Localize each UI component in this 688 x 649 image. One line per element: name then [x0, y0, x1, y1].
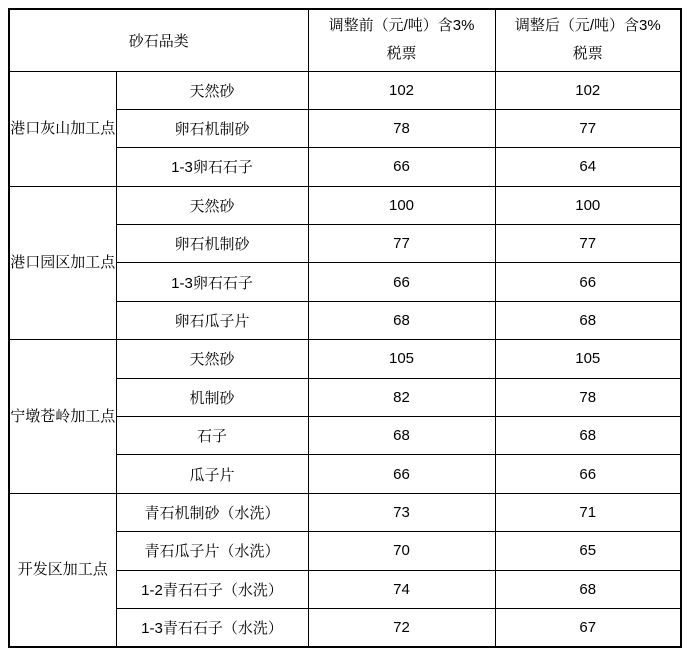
table-row [9, 340, 681, 378]
header-price-before-line1: 调整前（元/吨）含3% [328, 17, 475, 35]
cell-product: 卵石机制砂 [116, 225, 308, 263]
cell-price-after: 64 [495, 148, 681, 186]
cell-price-before: 72 [308, 608, 495, 646]
cell-price-after: 77 [495, 109, 681, 147]
cell-price-before: 102 [308, 71, 495, 109]
cell-price-after: 66 [495, 455, 681, 493]
cell-price-after: 71 [495, 493, 681, 531]
group-name-cell: 开发区加工点 [9, 493, 116, 647]
cell-price-after: 67 [495, 608, 681, 646]
cell-price-before: 100 [308, 186, 495, 224]
header-row [9, 9, 681, 71]
cell-price-before: 82 [308, 378, 495, 416]
group-gangkou-yuanqu [9, 186, 681, 340]
cell-price-before: 66 [308, 148, 495, 186]
cell-product: 石子 [116, 417, 308, 455]
cell-product: 1-3卵石石子 [116, 263, 308, 301]
cell-price-after: 100 [495, 186, 681, 224]
cell-product: 天然砂 [116, 71, 308, 109]
cell-price-after: 78 [495, 378, 681, 416]
cell-product: 1-3卵石石子 [116, 148, 308, 186]
cell-price-before: 70 [308, 532, 495, 570]
cell-price-before: 66 [308, 263, 495, 301]
cell-product: 青石瓜子片（水洗） [116, 532, 308, 570]
cell-price-before: 105 [308, 340, 495, 378]
group-name-cell: 港口园区加工点 [9, 186, 116, 340]
table-header [9, 9, 681, 71]
cell-product: 瓜子片 [116, 455, 308, 493]
header-category: 砂石品类 [9, 9, 308, 71]
cell-price-after: 105 [495, 340, 681, 378]
cell-price-after: 65 [495, 532, 681, 570]
cell-price-after: 77 [495, 225, 681, 263]
group-gangkou-huishan [9, 71, 681, 186]
group-name-cell: 宁墩苍岭加工点 [9, 340, 116, 494]
cell-price-before: 77 [308, 225, 495, 263]
header-price-after-line2: 税票 [572, 45, 603, 63]
cell-price-after: 66 [495, 263, 681, 301]
cell-product: 青石机制砂（水洗） [116, 493, 308, 531]
table-row [9, 493, 681, 531]
cell-price-after: 68 [495, 301, 681, 339]
cell-price-after: 68 [495, 417, 681, 455]
cell-price-before: 74 [308, 570, 495, 608]
price-table [8, 8, 682, 648]
cell-product: 1-3青石石子（水洗） [116, 608, 308, 646]
group-ningdun-cangling [9, 340, 681, 494]
cell-price-before: 66 [308, 455, 495, 493]
cell-product: 天然砂 [116, 186, 308, 224]
header-price-before [308, 9, 495, 71]
cell-product: 机制砂 [116, 378, 308, 416]
cell-price-before: 68 [308, 417, 495, 455]
cell-price-before: 78 [308, 109, 495, 147]
group-kaifaqu [9, 493, 681, 647]
header-price-after-line1: 调整后（元/吨）含3% [514, 17, 661, 35]
cell-price-before: 73 [308, 493, 495, 531]
cell-product: 天然砂 [116, 340, 308, 378]
cell-price-before: 68 [308, 301, 495, 339]
cell-product: 1-2青石石子（水洗） [116, 570, 308, 608]
table-row [9, 71, 681, 109]
cell-product: 卵石机制砂 [116, 109, 308, 147]
cell-price-after: 102 [495, 71, 681, 109]
header-price-after [495, 9, 681, 71]
cell-price-after: 68 [495, 570, 681, 608]
table-row [9, 186, 681, 224]
header-price-before-line2: 税票 [386, 45, 417, 63]
group-name-cell: 港口灰山加工点 [9, 71, 116, 186]
cell-product: 卵石瓜子片 [116, 301, 308, 339]
